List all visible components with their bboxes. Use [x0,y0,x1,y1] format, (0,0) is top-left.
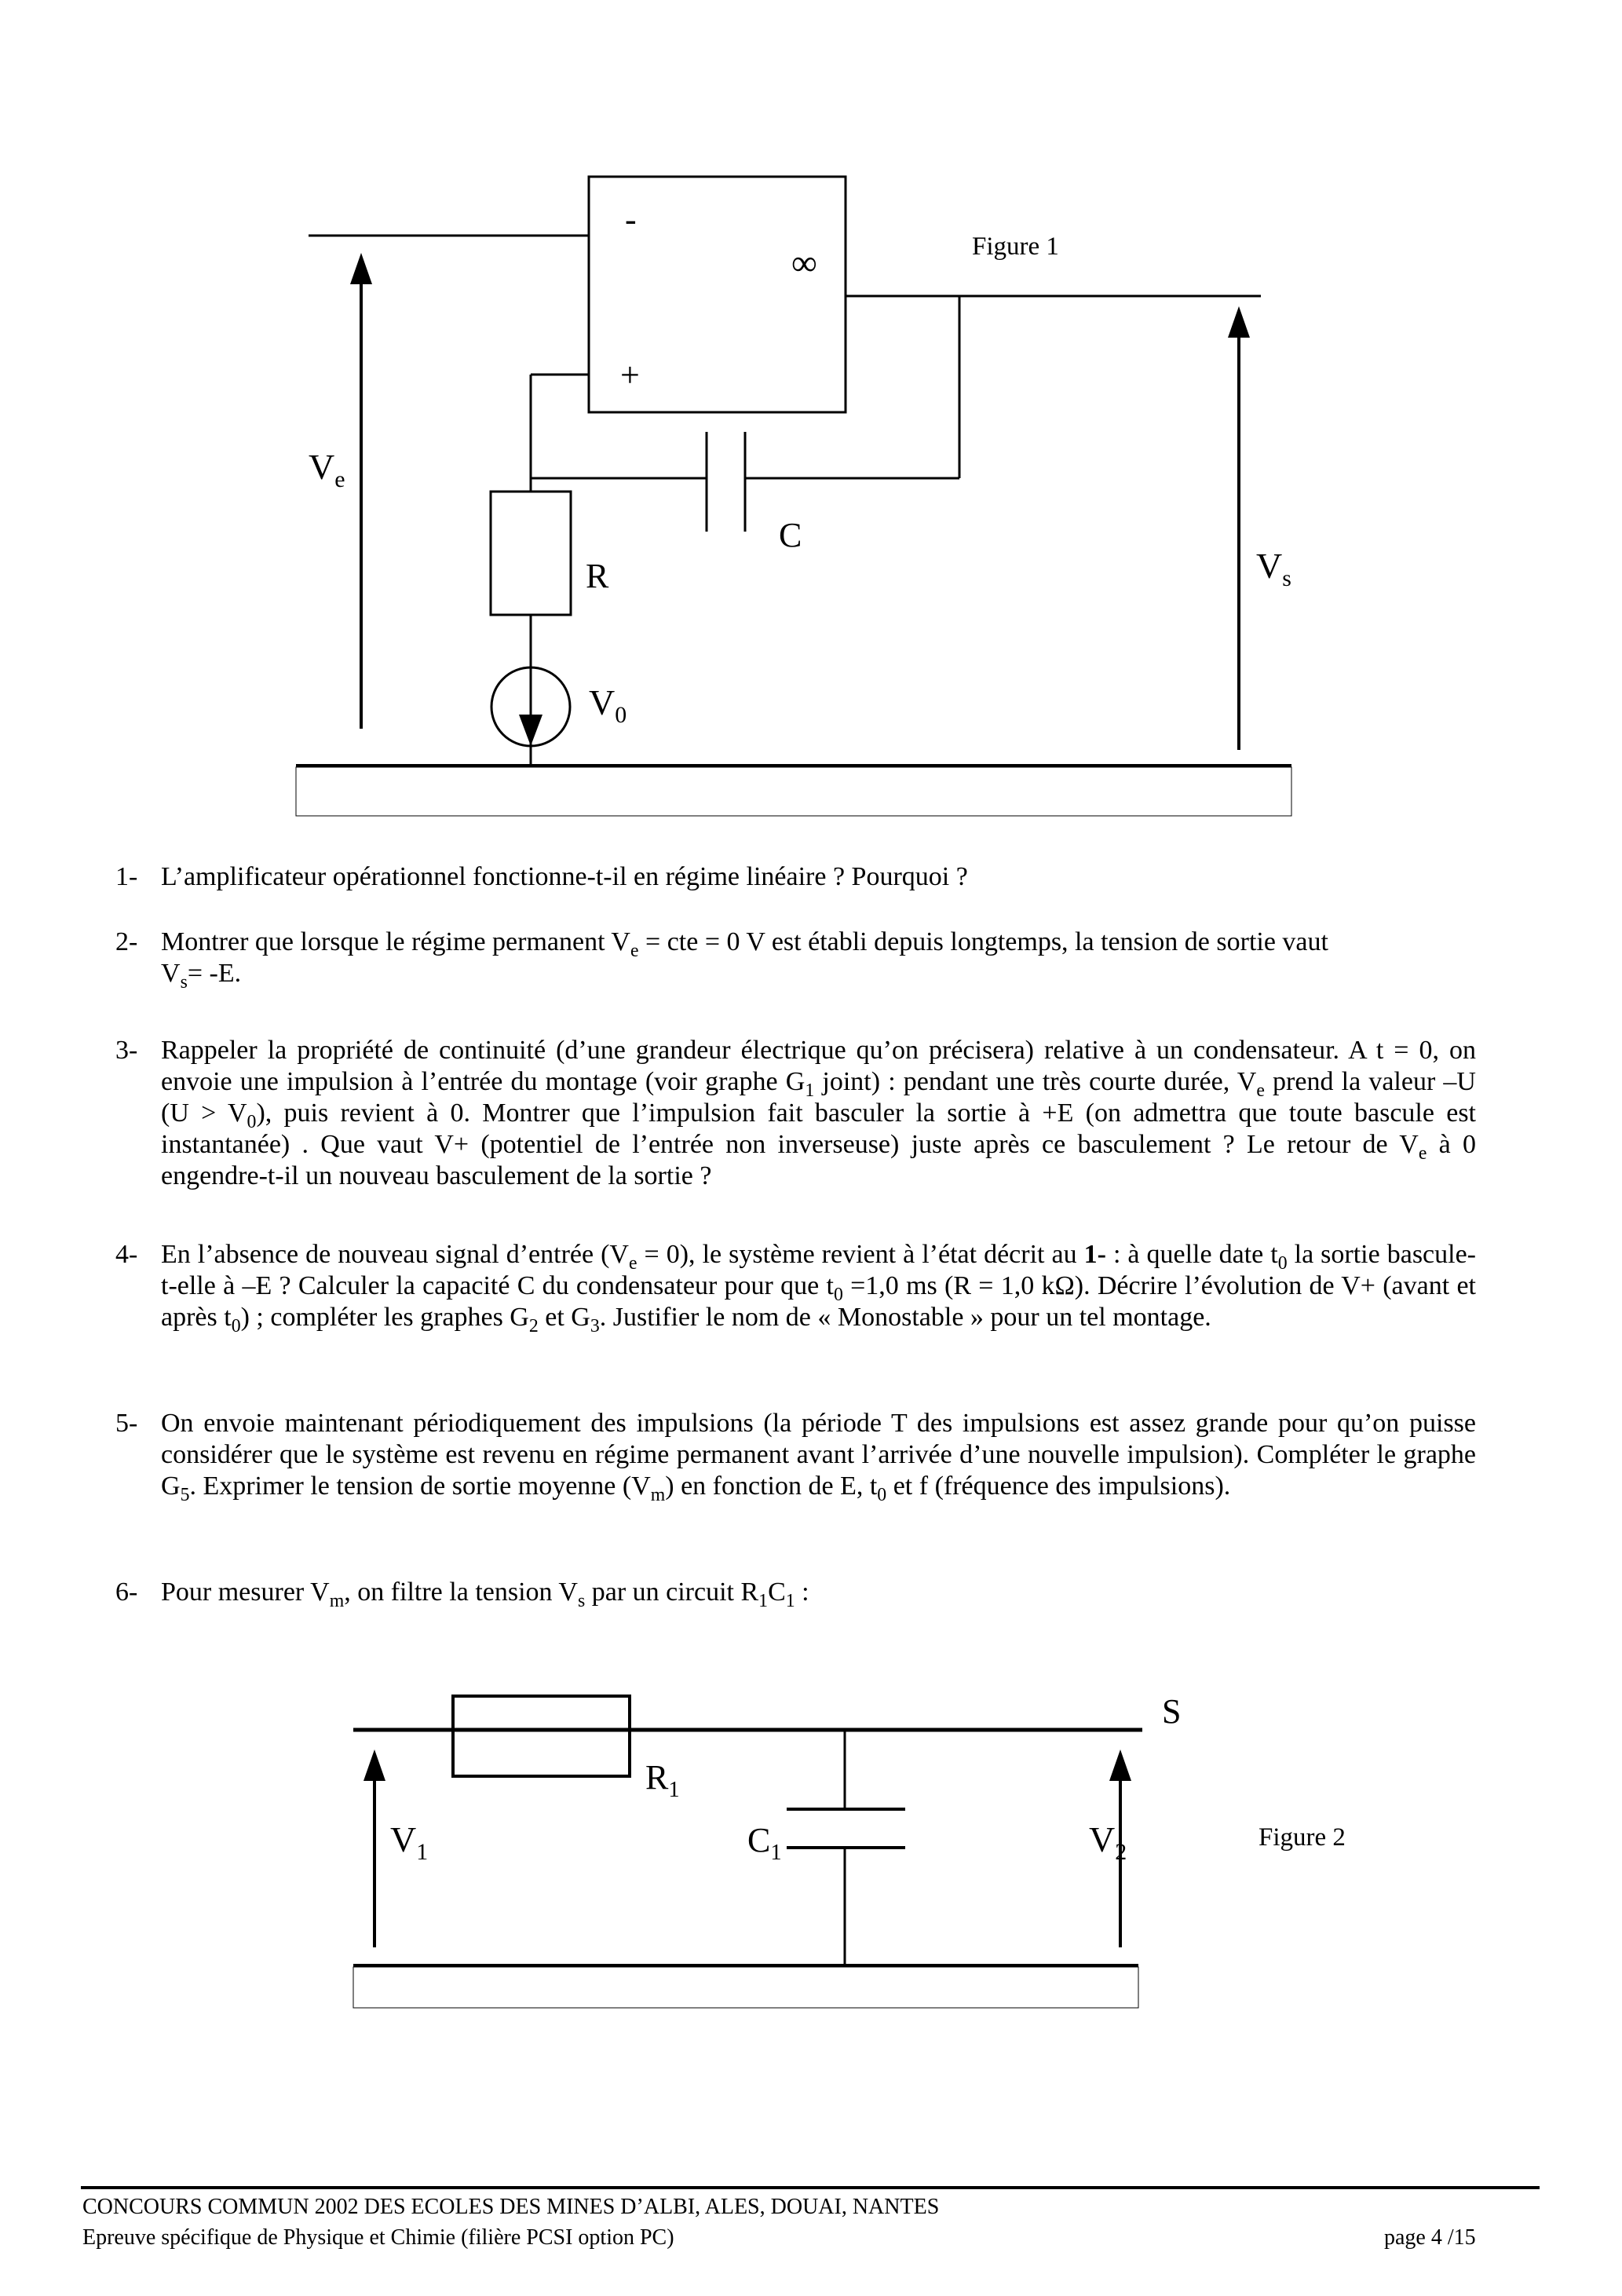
ve-label: $V_e$ [309,447,345,493]
question-text: On envoie maintenant périodiquement des impulsions (la période T des impulsions est assez grande pour qu’on puisse considérer que le système est revenu en régime permanent avant l’arrivée d’une nouvelle impulsion). Compléter le graphe $G_5$. Exprimer le tension de sortie moyenne $(V_m)$ en fonction de E, $t_0$ et f (fréquence des impulsions). [161,1409,1476,1505]
c1-label: $C_1$ [747,1821,782,1865]
figure2-caption: Figure 2 [1259,1823,1346,1852]
question-text: Montrer que lorsque le régime permanent $V_e$ = cte = 0 V est établi depuis longtemps, la tension de sortie vaut $V_s= -E$. [161,927,1328,993]
footer-epreuve-line: Epreuve spécifique de Physique et Chimie (filière PCSI option PC) [82,2225,674,2250]
figure1-caption: Figure 1 [972,232,1059,261]
question-number: 1- [115,862,138,891]
question-text: L’amplificateur opérationnel fonctionne-t-il en régime linéaire ? Pourquoi ? [161,862,968,891]
r1-label: $R_1$ [645,1758,680,1802]
s-node-label: S [1162,1692,1182,1731]
figure2-circuit [0,1680,1622,2026]
vs-arrowhead-icon [1228,306,1250,338]
question-text: En l’absence de nouveau signal d’entrée $(V_e = 0)$, le système revient à l’état décrit au 1- : à quelle date $t_0$ la sortie bascule-t-elle à –E ? Calculer la capacité C du condensateur pour que $t_0 =1,0$ ms (R = 1,0 kΩ). Décrire l’évolution de V+ (avant et après $t_0$) ; compléter les graphes $G_2$ et $G_3$. Justifier le nom de « Monostable » pour un tel montage. [161,1240,1477,1336]
question-3 [115,1035,1476,1192]
footer-divider [81,2186,1540,2189]
figure2-ground-hatch [353,1967,1138,2008]
source-arrowhead-icon [519,715,542,746]
resistor-box [491,492,571,615]
footer-page-number: page 4 /15 [1384,2225,1476,2250]
question-text: Pour mesurer $V_m$, on filtre la tension $V_s$ par un circuit $R_1C_1$ : [161,1578,809,1611]
question-number: 4- [115,1240,138,1269]
question-number: 2- [115,927,138,956]
opamp-minus-sign: - [625,200,637,239]
question-4 [115,1239,1477,1336]
resistor-r1-box [453,1696,630,1776]
opamp-plus-sign: + [620,356,640,394]
question-number: 6- [115,1578,138,1607]
v2-label: $V_2$ [1089,1819,1127,1866]
v1-arrowhead-icon [363,1749,385,1781]
vs-label: $V_s$ [1256,546,1291,592]
ground-hatch [296,767,1291,816]
v1-label: $V_1$ [390,1819,429,1866]
question-2 [115,927,1476,993]
resistor-label: R [586,557,609,595]
question-1 [115,861,1476,893]
question-5 [115,1408,1476,1505]
question-number: 5- [115,1409,138,1438]
ve-arrowhead-icon [350,253,372,284]
capacitor-label: C [779,516,802,554]
question-text: Rappeler la propriété de continuité (d’une grandeur électrique qu’on précisera) relative à un condensateur. A t = 0, on envoie une impulsion à l’entrée du montage (voir graphe $G_1$ joint) : pendant une très courte durée, $V_e$ prend la valeur –U $(U > V_0)$, puis revient à 0. Montrer que l’impulsion fait basculer la sortie à +E (on admettra que toute bascule est instantanée) . Que vaut V+ (potentiel de l’entrée non inverseuse) juste après ce basculement ? Le retour de $V_e$ à 0 engendre-t-il un nouveau basculement de la sortie ? [161,1036,1477,1190]
v0-label: $V_0$ [589,682,627,729]
footer-concours-line: CONCOURS COMMUN 2002 DES ECOLES DES MINES D’ALBI, ALES, DOUAI, NANTES [82,2195,940,2219]
v2-arrowhead-icon [1109,1749,1131,1781]
question-6 [115,1577,1476,1611]
question-number: 3- [115,1036,138,1065]
opamp-infinity-symbol: ∞ [791,243,817,283]
